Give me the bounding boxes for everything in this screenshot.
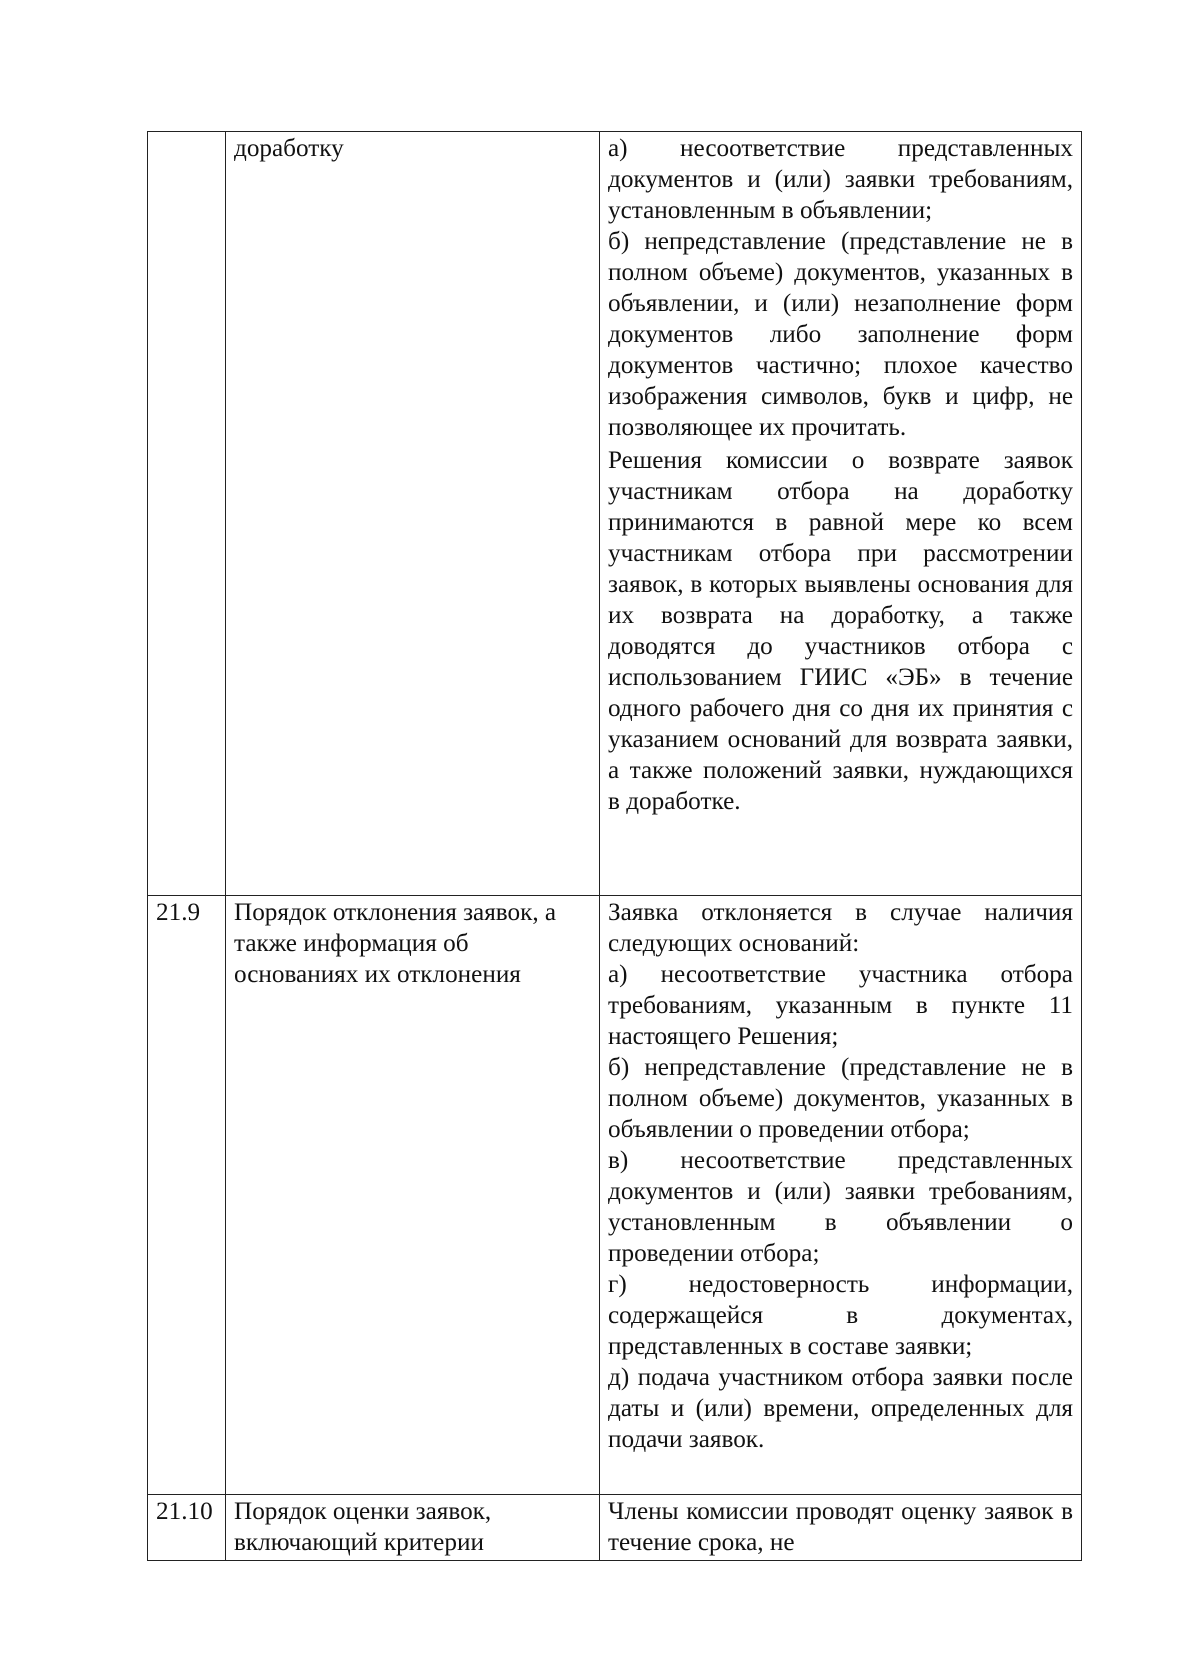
row-description-cell — [600, 132, 1082, 896]
paragraph: Члены комиссии проводят оценку заявок в течение срока, не — [608, 1498, 1073, 1556]
paragraph: а) несоответствие представленных документов и (или) заявки требованиям, установленным в объявлении; — [608, 135, 1073, 224]
row-title-cell: доработку — [226, 132, 600, 896]
paragraph: Заявка отклоняется в случае наличия следующих оснований: — [608, 899, 1073, 957]
table-row — [148, 896, 1082, 1495]
table-row — [148, 132, 1082, 896]
table-row — [148, 1495, 1082, 1561]
paragraph: б) непредставление (представление не в полном объеме) документов, указанных в объявлении, и (или) незаполнение форм документов либо заполнение форм документов частично; плохое качество изображения символов, букв и цифр, не позволяющее их прочитать. — [608, 228, 1073, 441]
paragraph: б) непредставление (представление не в полном объеме) документов, указанных в объявлении о проведении отбора; — [608, 1054, 1073, 1143]
paragraph: а) несоответствие участника отбора требованиям, указанным в пункте 11 настоящего Решения; — [608, 961, 1073, 1050]
row-title-cell: Порядок оценки заявок, включающий критерии — [226, 1495, 600, 1561]
row-number-cell: 21.10 — [148, 1495, 226, 1561]
row-title-cell: Порядок отклонения заявок, а также информация об основаниях их отклонения — [226, 896, 600, 1495]
row-number-cell — [148, 132, 226, 896]
paragraph: д) подача участником отбора заявки после даты и (или) времени, определенных для подачи заявок. — [608, 1364, 1073, 1453]
paragraph: в) несоответствие представленных документов и (или) заявки требованиям, установленным в объявлении о проведении отбора; — [608, 1147, 1073, 1267]
paragraph: г) недостоверность информации, содержащейся в документах, представленных в составе заявки; — [608, 1271, 1073, 1360]
paragraph: Решения комиссии о возврате заявок участникам отбора на доработку принимаются в равной мере ко всем участникам отбора при рассмотрении заявок, в которых выявлены основания для их возврата на доработку, а также доводятся до участников отбора с использованием ГИИС «ЭБ» в течение одного рабочего дня со дня их принятия с указанием оснований для возврата заявки, а также положений заявки, нуждающихся в доработке. — [608, 447, 1073, 815]
row-description-cell — [600, 896, 1082, 1495]
row-description-cell — [600, 1495, 1082, 1561]
regulation-table — [147, 131, 1082, 1561]
row-number-cell: 21.9 — [148, 896, 226, 1495]
